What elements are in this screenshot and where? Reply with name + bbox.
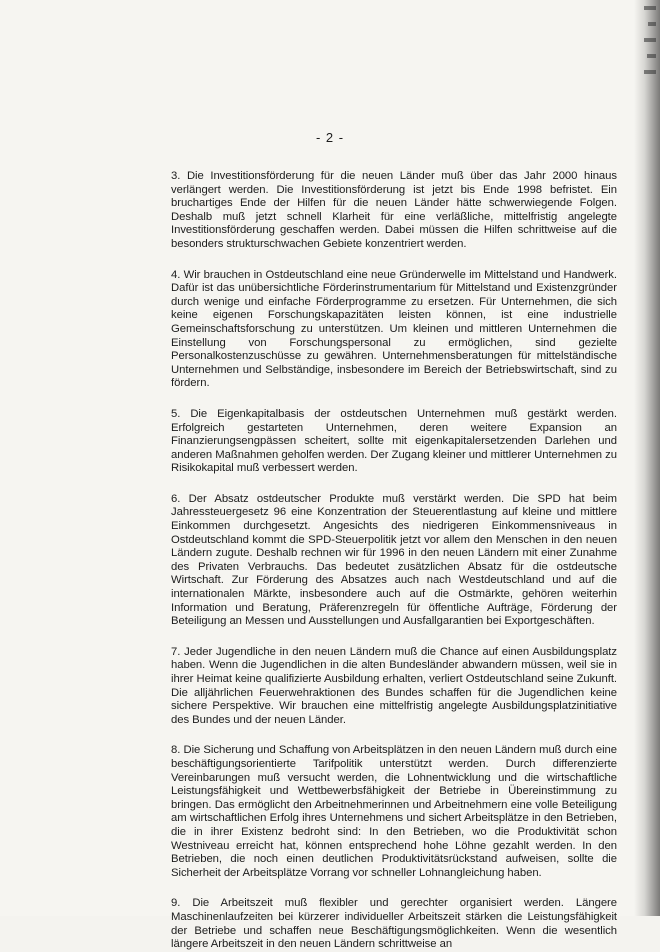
scan-edge-mark: [648, 22, 656, 26]
document-body: [171, 170, 617, 952]
paragraph-7: 7. Jeder Jugendliche in den neuen Ländern muß die Chance auf einen Ausbildungsplatz haben. Wenn die Jugendlichen in die alten Bundesländer abwandern müssen, weil sie in ihrer Heimat keine qualifizierte Ausbildung erhalten, verliert Ostdeutschland seine Zukunft. Die alljährlichen Feuerwehraktionen des Bundes schaffen für die Jugendlichen keine sichere Perspektive. Wir brauchen eine mittelfristig angelegte Ausbildungsplatzinitiative des Bundes und der neuen Länder.: [171, 645, 617, 726]
scan-edge-mark: [644, 6, 656, 10]
paragraph-9: 9. Die Arbeitszeit muß flexibler und gerechter organisiert werden. Längere Maschinenlaufzeiten bei kürzerer individueller Arbeitszeit stärken die Leistungsfähigkeit der Betriebe und schaffen neue Beschäftigungsmöglichkeiten. Wenn die wesentlich längere Arbeitszeit in den neuen Ländern schrittweise an: [171, 897, 617, 951]
scan-edge-mark: [644, 38, 656, 42]
paragraph-4: 4. Wir brauchen in Ostdeutschland eine neue Gründerwelle im Mittelstand und Handwerk. Dafür ist das unübersichtliche Förderinstrumentarium für Mittelstand und Existenzgründer durch wenige und einfache Förderprogramme zu ersetzen. Für Unternehmen, die sich keine eigenen Forschungskapazitäten leisten können, ist eine industrielle Gemeinschaftsforschung zu unterstützen. Um kleinen und mittleren Unternehmen die Einstellung von Forschungspersonal zu ermöglichen, sind gezielte Personalkostenzuschüsse zu gewähren. Unternehmensberatungen für mittelständische Unternehmen und Selbständige, insbesondere im Bereich der Betriebswirtschaft, sind zu fördern.: [171, 268, 617, 390]
paragraph-6: 6. Der Absatz ostdeutscher Produkte muß verstärkt werden. Die SPD hat beim Jahressteuergesetz 96 eine Konzentration der Steuerentlastung auf kleine und mittlere Einkommen durchgesetzt. Angesichts des niedrigeren Einkommensniveaus in Ostdeutschland kommt die SPD-Steuerpolitik jetzt vor allem den Menschen in den neuen Ländern zugute. Deshalb rechnen wir für 1996 in den neuen Ländern mit einer Zunahme des Privaten Verbrauchs. Das bedeutet zusätzlichen Absatz für die ostdeutsche Wirtschaft. Zur Förderung des Absatzes auch nach Westdeutschland und auf die internationalen Märkte, insbesondere auch auf die Ostmärkte, gehören weiterhin Information und Beratung, Präferenzregeln für öffentliche Aufträge, Förderung der Beteiligung an Messen und Ausstellungen und Ausfallgarantien bei Exportgeschäften.: [171, 492, 617, 628]
paragraph-5: 5. Die Eigenkapitalbasis der ostdeutschen Unternehmen muß gestärkt werden. Erfolgreich gestarteten Unternehmen, deren weitere Expansion an Finanzierungsengpässen scheitert, sollte mit eigenkapitalersetzenden Darlehen und anderen Maßnahmen geholfen werden. Der Zugang kleiner und mittlerer Unternehmen zu Risikokapital muß verbessert werden.: [171, 407, 617, 475]
paragraph-8: 8. Die Sicherung und Schaffung von Arbeitsplätzen in den neuen Ländern muß durch eine beschäftigungsorientierte Tarifpolitik unterstützt werden. Durch differenzierte Vereinbarungen muß versucht werden, die Lohnentwicklung und die wirtschaftliche Leistungsfähigkeit und Wettbewerbsfähigkeit der Betriebe in Übereinstimmung zu bringen. Das ermöglicht den Arbeitnehmerinnen und Arbeitnehmern eine volle Beteiligung am wirtschaftlichen Erfolg ihres Unternehmens und sichert Arbeitsplätze in den Betrieben, die in ihrer Existenz bedroht sind: In den Betrieben, wo die Produktivität schon Westniveau erreicht hat, können entsprechend hohe Löhne gezahlt werden. In den Betrieben, die noch einen deutlichen Produktivitätsrückstand aufweisen, sollte die Sicherheit der Arbeitsplätze Vorrang vor schneller Lohnangleichung haben.: [171, 744, 617, 879]
page-number: - 2 -: [315, 130, 345, 145]
scan-edge-mark: [644, 70, 656, 74]
scan-edge-mark: [647, 54, 656, 58]
paragraph-3: 3. Die Investitionsförderung für die neuen Länder muß über das Jahr 2000 hinaus verlängert werden. Die Investitionsförderung ist jetzt bis Ende 1998 befristet. Ein bruchartiges Ende der Hilfen für die neuen Länder hätte schwerwiegende Folgen. Deshalb muß jetzt schnell Klarheit für eine verläßliche, mittelfristig angelegte Investitionsförderung geschaffen werden. Dabei müssen die Hilfen schrittweise auf die besonders strukturschwachen Gebiete konzentriert werden.: [171, 170, 617, 250]
